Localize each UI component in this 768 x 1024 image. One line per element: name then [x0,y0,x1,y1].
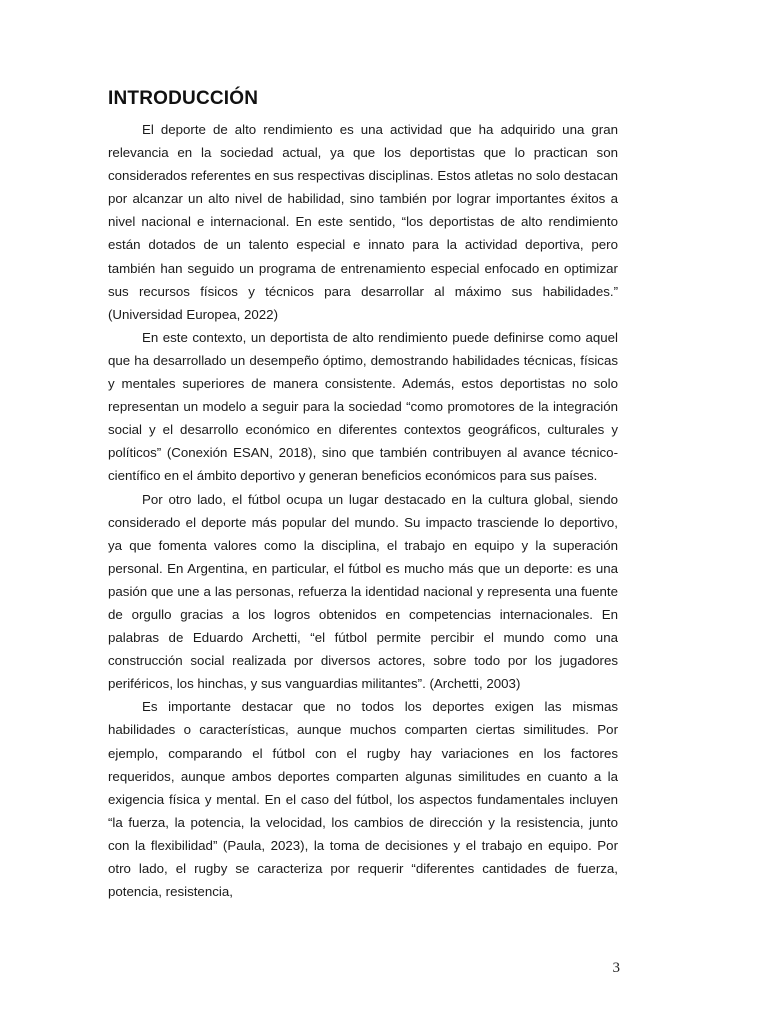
paragraph-1: El deporte de alto rendimiento es una actividad que ha adquirido una gran relevancia en la sociedad actual, ya que los deportistas que lo practican son considerados referentes en sus respectivas disciplinas. Estos atletas no solo destacan por alcanzar un alto nivel de habilidad, sino también por lograr importantes éxitos a nivel nacional e internacional. En este sentido, “los deportistas de alto rendimiento están dotados de un talento especial e innato para la actividad deportiva, pero también han seguido un programa de entrenamiento especial enfocado en optimizar sus recursos físicos y técnicos para desarrollar al máximo sus habilidades.” (Universidad Europea, 2022) [108,122,618,322]
page-number: 3 [612,960,620,976]
paragraph-4: Es importante destacar que no todos los deportes exigen las mismas habilidades o características, aunque muchos comparten ciertas similitudes. Por ejemplo, comparando el fútbol con el rugby hay variaciones en los factores requeridos, aunque ambos deportes comparten algunas similitudes en cuanto a la exigencia física y mental. En el caso del fútbol, los aspectos fundamentales incluyen “la fuerza, la potencia, la velocidad, los cambios de dirección y la resistencia, junto con la flexibilidad” (Paula, 2023), la toma de decisiones y el trabajo en equipo. Por otro lado, el rugby se caracteriza por requerir “diferentes cantidades de fuerza, potencia, resistencia, [108,699,618,900]
paragraph-3: Por otro lado, el fútbol ocupa un lugar destacado en la cultura global, siendo considerado el deporte más popular del mundo. Su impacto trasciende lo deportivo, ya que fomenta valores como la disciplina, el trabajo en equipo y la superación personal. En Argentina, en particular, el fútbol es mucho más que un deporte: es una pasión que une a las personas, refuerza la identidad nacional y representa una fuente de orgullo gracias a los logros obtenidos en competencias internacionales. En palabras de Eduardo Archetti, “el fútbol permite percibir el mundo como una construcción social realizada por diversos actores, sobre todo por los jugadores periféricos, los hinchas, y sus vanguardias militantes”. (Archetti, 2003) [108,491,618,692]
paragraph-2: En este contexto, un deportista de alto rendimiento puede definirse como aquel que ha desarrollado un desempeño óptimo, demostrando habilidades técnicas, físicas y mentales superiores de manera consistente. Además, estos deportistas no solo representan un modelo a seguir para la sociedad “como promotores de la integración social y el desarrollo económico en diferentes contextos geográficos, culturales y políticos” (Conexión ESAN, 2018), sino que también contribuyen al avance técnico-científico en el ámbito deportivo y generan beneficios económicos para sus países. [108,329,618,484]
body-text [108,118,618,903]
page-title: INTRODUCCIÓN [108,88,259,109]
